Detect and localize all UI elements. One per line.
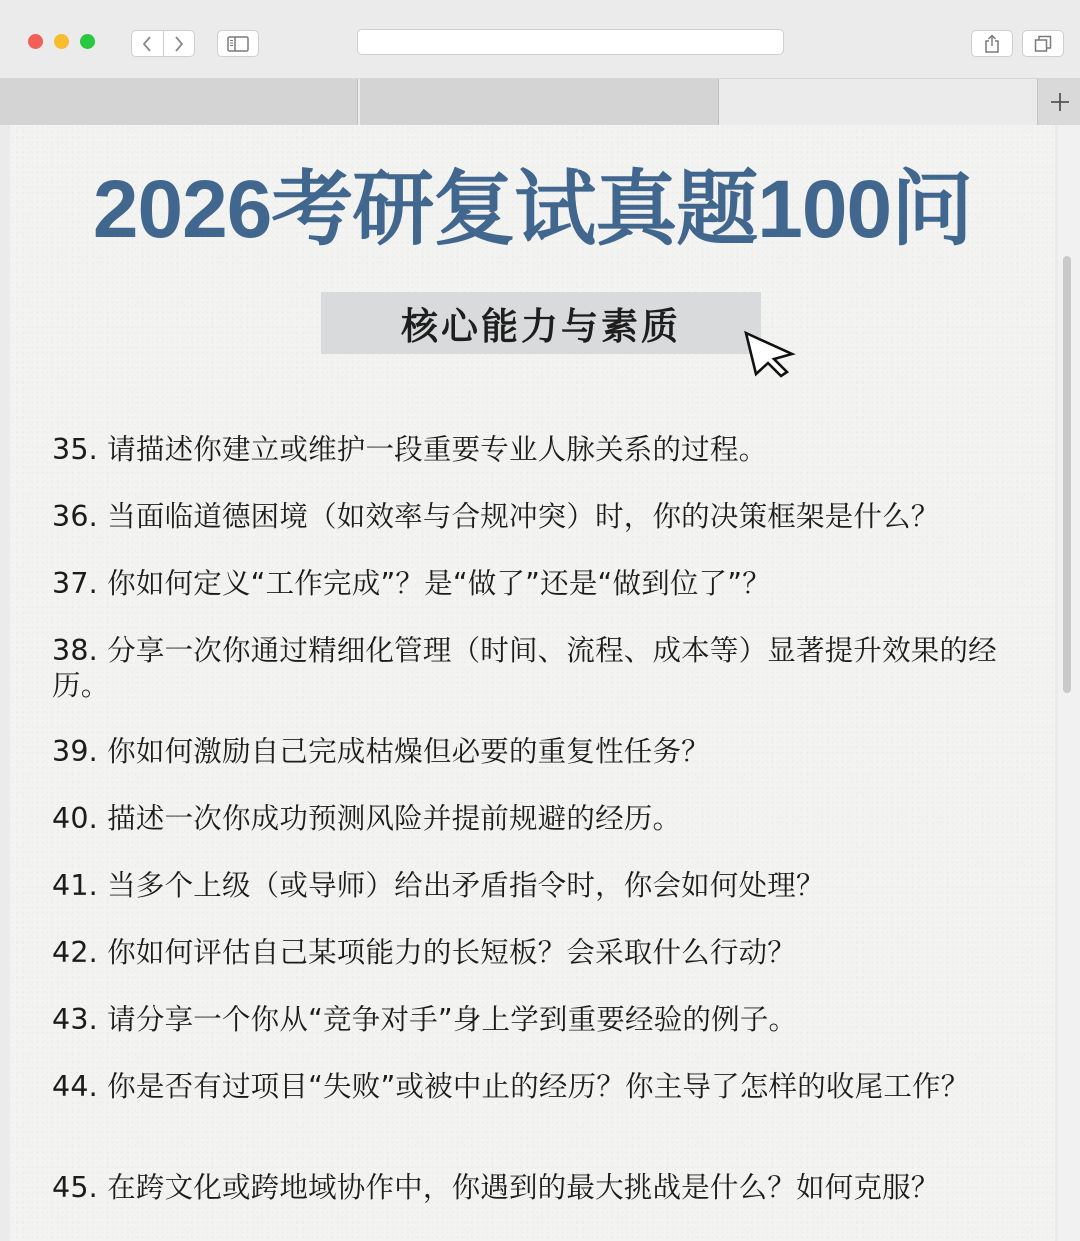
mouse-pointer-icon [742, 330, 800, 378]
question-item: 39. 你如何激励自己完成枯燥但必要的重复性任务？ [52, 735, 710, 768]
sidebar-icon [227, 36, 249, 52]
tabs-overview-icon [1034, 35, 1052, 53]
scrollbar-thumb[interactable] [1063, 256, 1071, 693]
browser-tab-1[interactable] [0, 79, 358, 125]
chevron-right-icon [173, 35, 185, 53]
address-bar[interactable] [357, 29, 784, 55]
question-item: 37. 你如何定义“工作完成”？是“做了”还是“做到位了”？ [52, 567, 771, 600]
plus-icon [1049, 91, 1071, 113]
question-item: 36. 当面临道德困境（如效率与合规冲突）时，你的决策框架是什么？ [52, 500, 940, 533]
chevron-left-icon [141, 35, 153, 53]
question-item: 42. 你如何评估自己某项能力的长短板？会采取什么行动？ [52, 936, 796, 969]
share-icon [984, 34, 1000, 54]
tabs-overview-button[interactable] [1022, 30, 1064, 57]
back-button[interactable] [132, 31, 163, 56]
question-item: 43. 请分享一个你从“竞争对手”身上学到重要经验的例子。 [52, 1003, 798, 1036]
section-subtitle [321, 292, 761, 354]
page-title: 2026考研复试真题100问 [92, 164, 973, 255]
browser-toolbar [0, 0, 1080, 79]
zoom-window-button[interactable] [80, 34, 95, 49]
share-button[interactable] [971, 30, 1013, 57]
question-item: 38. 分享一次你通过精细化管理（时间、流程、成本等）显著提升效果的经历。 [52, 634, 997, 702]
question-item: 45. 在跨文化或跨地域协作中，你遇到的最大挑战是什么？如何克服？ [52, 1171, 940, 1204]
new-tab-button[interactable] [1037, 79, 1080, 125]
close-window-button[interactable] [28, 34, 43, 49]
sidebar-button[interactable] [217, 30, 259, 57]
section-subtitle-label: 核心能力与素质 [401, 305, 681, 348]
question-item: 41. 当多个上级（或导师）给出矛盾指令时，你会如何处理？ [52, 869, 825, 902]
question-item: 35. 请描述你建立或维护一段重要专业人脉关系的过程。 [52, 433, 768, 466]
forward-button[interactable] [163, 31, 195, 56]
minimize-window-button[interactable] [54, 34, 69, 49]
navigation-buttons [131, 30, 195, 57]
browser-tab-2[interactable] [360, 79, 719, 125]
tab-bar [0, 79, 1080, 125]
question-item: 40. 描述一次你成功预测风险并提前规避的经历。 [52, 802, 682, 835]
question-item: 44. 你是否有过项目“失败”或被中止的经历？你主导了怎样的收尾工作？ [52, 1070, 970, 1103]
